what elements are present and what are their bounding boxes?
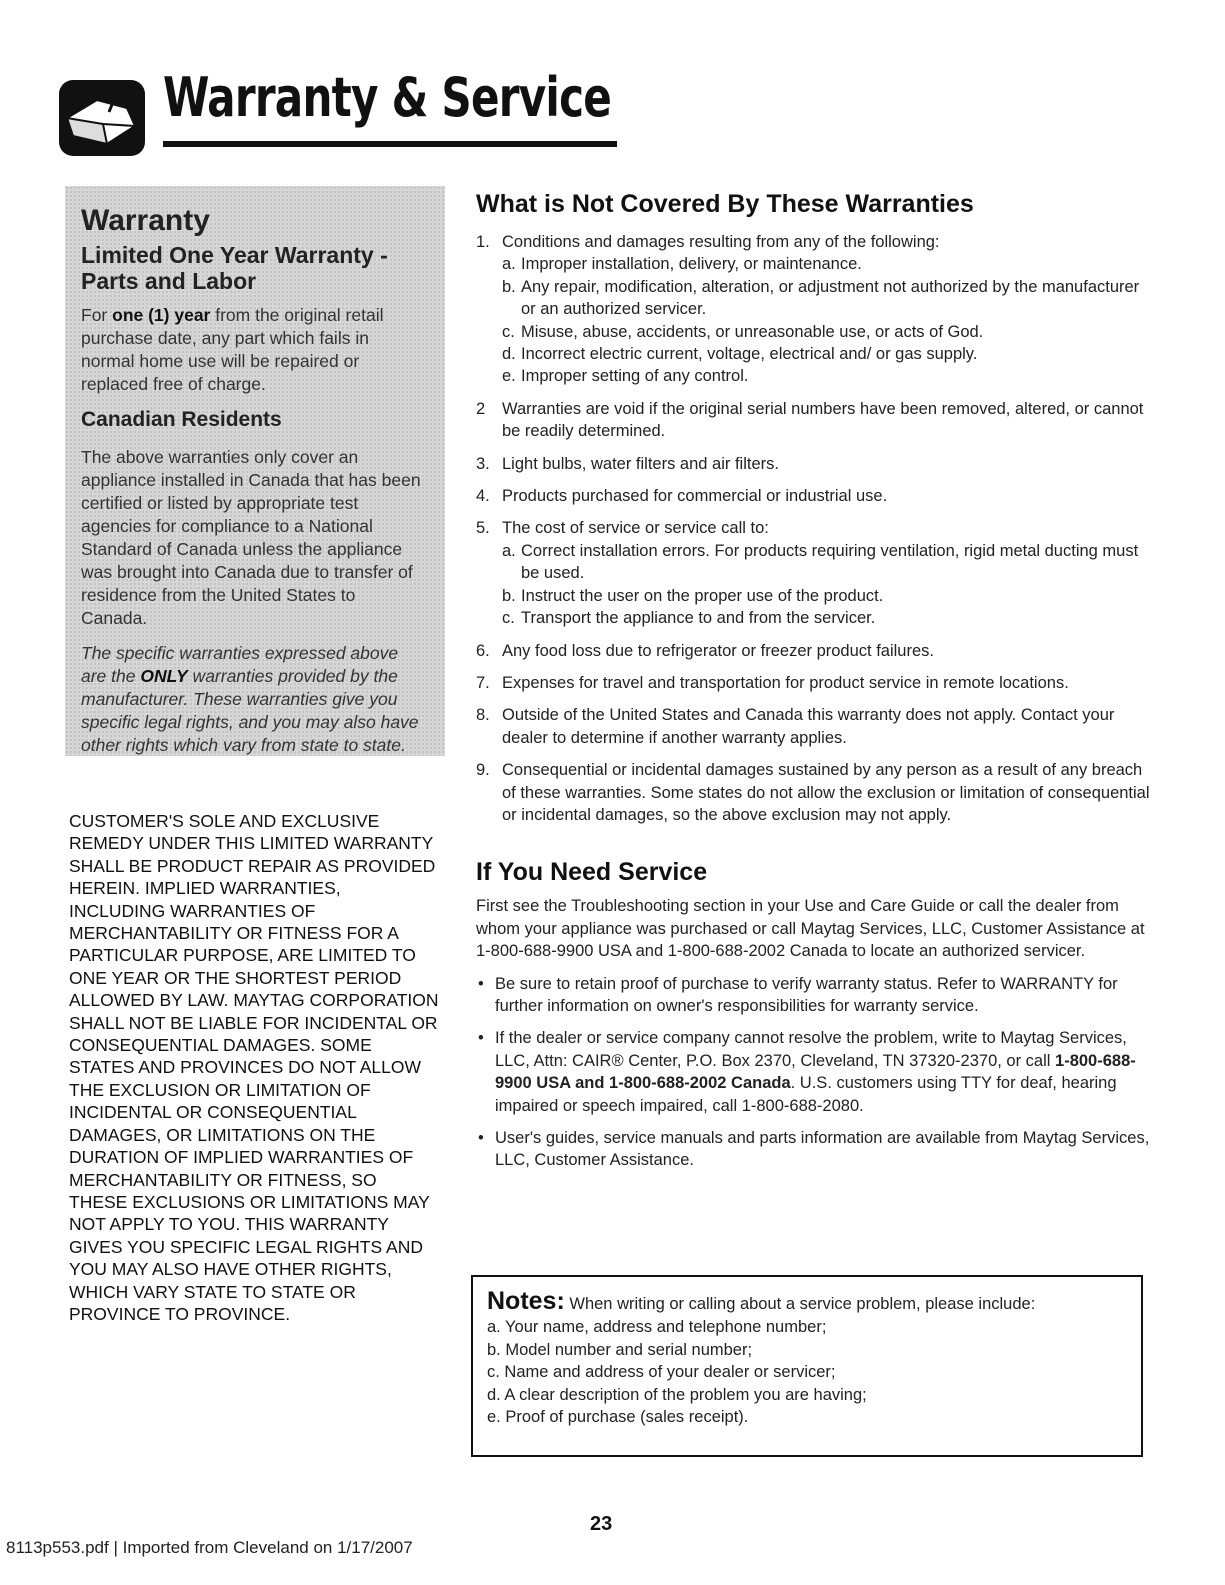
not-covered-list [476,231,1156,826]
list-item: a. Your name, address and telephone number; [487,1318,827,1336]
list-item: • If the dealer or service company cannot resolve the problem, write to Maytag Services, LLC, Attn: CAIR® Center, P.O. Box 2370, Cleveland, TN 37320-2370, or call 1-800-688-9900 USA and 1-800-688-2002 Canada. U.S. customers using TTY for deaf, hearing impaired or speech impaired, call 1-800-688-2080. [478,1029,1136,1115]
title-underline [163,141,617,147]
limited-warranty-text: For one (1) year from the original retail purchase date, any part which fails in normal home use will be repaired or replaced free of charge. [81,305,384,394]
not-covered-title: What is Not Covered By These Warranties [476,190,974,218]
canadian-residents-text: The above warranties only cover an appliance installed in Canada that has been certified or listed by appropriate test agencies for compliance to a National Standard of Canada unless the appliance was brought into Canada due to transfer of residence from the United States to Canada. [81,447,421,628]
page-number: 23 [590,1513,613,1535]
warranty-box [65,186,445,756]
list-item: 6. Any food loss due to refrigerator or freezer product failures. [476,641,934,660]
canadian-residents-heading: Canadian Residents [81,408,282,431]
list-item: e. Improper setting of any control. [502,367,749,386]
list-item: 5. The cost of service or service call to: a. Correct installation errors. For products requiring ventilation, rigid metal ducting must be used. b. Instruct the user on the proper use of the product. c. Transport the appliance to and from the servicer. [476,517,1156,629]
service-intro: First see the Troubleshooting section in your Use and Care Guide or call the dealer from whom your appliance was purchased or call Maytag Services, LLC, Customer Assistance at 1-800-688-9900 USA and 1-800-688-2002 Canada to locate an authorized servicer. [476,897,1145,961]
list-item: a. Correct installation errors. For products requiring ventilation, rigid metal ducting must be used. [502,541,1139,583]
exclusive-remedy-text: CUSTOMER'S SOLE AND EXCLUSIVE REMEDY UNDER THIS LIMITED WARRANTY SHALL BE PRODUCT REPAIR AS PROVIDED HEREIN. IMPLIED WARRANTIES, INCLUDING WARRANTIES OF MERCHANTABILITY OR FITNESS FOR A PARTICULAR PURPOSE, ARE LIMITED TO ONE YEAR OR THE SHORTEST PERIOD ALLOWED BY LAW. MAYTAG CORPORATION SHALL NOT BE LIABLE FOR INCIDENTAL OR CONSEQUENTIAL DAMAGES. SOME STATES AND PROVINCES DO NOT ALLOW THE EXCLUSION OR LIMITATION OF INCIDENTAL OR CONSEQUENTIAL DAMAGES, OR LIMITATIONS ON THE DURATION OF IMPLIED WARRANTIES OF MERCHANTABILITY OR FITNESS, SO THESE EXCLUSIONS OR LIMITATIONS MAY NOT APPLY TO YOU. THIS WARRANTY GIVES YOU SPECIFIC LEGAL RIGHTS AND YOU MAY ALSO HAVE OTHER RIGHTS, WHICH VARY STATE TO STATE OR PROVINCE TO PROVINCE. [69,811,439,1324]
limited-warranty-heading: Limited One Year Warranty - Parts and Labor [81,242,388,294]
list-item: d. A clear description of the problem you are having; [487,1385,867,1404]
list-item: • User's guides, service manuals and parts information are available from Maytag Services, LLC, Customer Assistance. [478,1129,1150,1170]
list-item: • Be sure to retain proof of purchase to verify warranty status. Refer to WARRANTY for further information on owner's responsibilities for warranty service. [478,974,1118,1015]
list-item: b. Model number and serial number; [487,1340,753,1359]
footer-import-note: 8113p553.pdf | Imported from Cleveland on 1/17/2007 [6,1538,413,1557]
list-item: a. Improper installation, delivery, or maintenance. [502,255,862,274]
list-item: c. Transport the appliance to and from the servicer. [502,609,876,628]
list-item: b. Instruct the user on the proper use of the product. [502,586,884,605]
list-item: 4. Products purchased for commercial or industrial use. [476,487,888,506]
notes-box [471,1275,1143,1457]
list-item: d. Incorrect electric current, voltage, electrical and/ or gas supply. [502,345,978,364]
list-item: 7. Expenses for travel and transportation for product service in remote locations. [476,673,1069,692]
page-title: Warranty & Service [163,66,612,129]
service-list [476,973,1156,1172]
list-item: 2 Warranties are void if the original serial numbers have been removed, altered, or cannot be readily determined. [476,399,1144,441]
specific-warranties-text: The specific warranties expressed above are the ONLY warranties provided by the manufacturer. These warranties give you specific legal rights, and you may also have other rights which vary from state to state. [81,643,419,755]
toolbox-icon [57,78,147,158]
notes-heading: Notes: When writing or calling about a service problem, please include: [487,1287,1036,1315]
list-item: 3. Light bulbs, water filters and air filters. [476,454,779,473]
page-header [57,66,612,150]
list-item: 8. Outside of the United States and Canada this warranty does not apply. Contact your dealer to determine if another warranty applies. [476,706,1115,747]
right-column [476,190,1156,1182]
warranty-heading: Warranty [81,204,210,237]
list-item: 1. Conditions and damages resulting from any of the following: a. Improper installation, delivery, or maintenance. b. Any repair, modification, alteration, or adjustment not authorized by the manufacturer or an authorized servicer. c. Misuse, abuse, accidents, or unreasonable use, or acts of God. d. Incorrect electric current, voltage, electrical and/ or gas supply. e. Improper setting of any control. [476,231,1156,388]
list-item: c. Misuse, abuse, accidents, or unreasonable use, or acts of God. [502,322,984,341]
service-title: If You Need Service [476,858,708,887]
list-item: c. Name and address of your dealer or servicer; [487,1363,836,1382]
list-item: 9. Consequential or incidental damages sustained by any person as a result of any breach of these warranties. Some states do not allow the exclusion or limitation of consequential or incidental damages, so the above exclusion may not apply. [476,761,1150,824]
list-item: b. Any repair, modification, alteration, or adjustment not authorized by the manufacturer or an authorized servicer. [502,277,1140,319]
list-item: e. Proof of purchase (sales receipt). [487,1408,749,1427]
